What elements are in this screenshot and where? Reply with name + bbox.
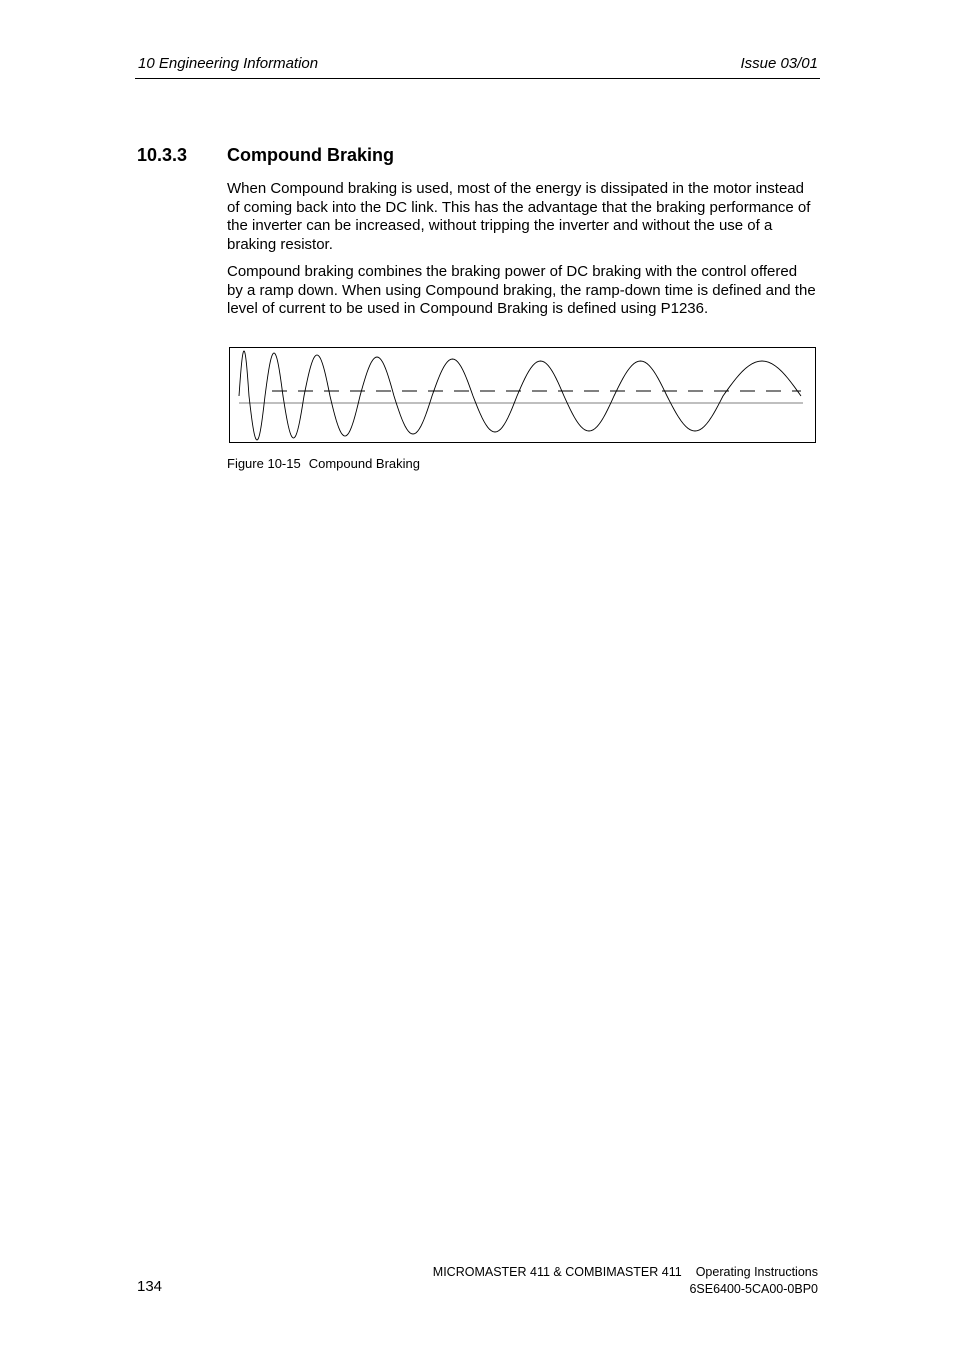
decelerating-current-waveform	[239, 351, 801, 440]
order-number: 6SE6400-5CA00-0BP0	[689, 1282, 818, 1296]
chapter-title: 10 Engineering Information	[138, 55, 319, 72]
figure-caption	[227, 456, 420, 471]
document-type: Operating Instructions	[695, 1265, 818, 1279]
product-name: MICROMASTER 411 & COMBIMASTER 411	[432, 1265, 682, 1279]
paragraph-1	[227, 180, 817, 254]
page-header	[135, 54, 820, 79]
figure-title: Compound Braking	[308, 456, 421, 471]
issue-label: Issue 03/01	[740, 55, 818, 72]
section-number: 10.3.3	[137, 145, 188, 165]
paragraph-2	[227, 263, 817, 319]
braking-waveform-diagram	[230, 348, 817, 444]
page-footer	[433, 1264, 818, 1298]
page-number: 134	[137, 1278, 163, 1295]
paragraph-text: When Compound braking is used, most of the energy is dissipated in the motor instead of coming back into the DC link. This has the advantage that the braking performance of the inverter can be increased, without tripping the inverter and without the use of a braking resistor.	[227, 180, 811, 253]
figure-number: Figure 10-15	[227, 456, 301, 471]
compound-braking-figure	[229, 347, 816, 443]
paragraph-text: Compound braking combines the braking power of DC braking with the control offered by a ramp down. When using Compound braking, the ramp-down time is defined and the level of current to be used in Compound Braking is defined using P1236.	[227, 263, 816, 317]
section-title: Compound Braking	[227, 145, 394, 165]
